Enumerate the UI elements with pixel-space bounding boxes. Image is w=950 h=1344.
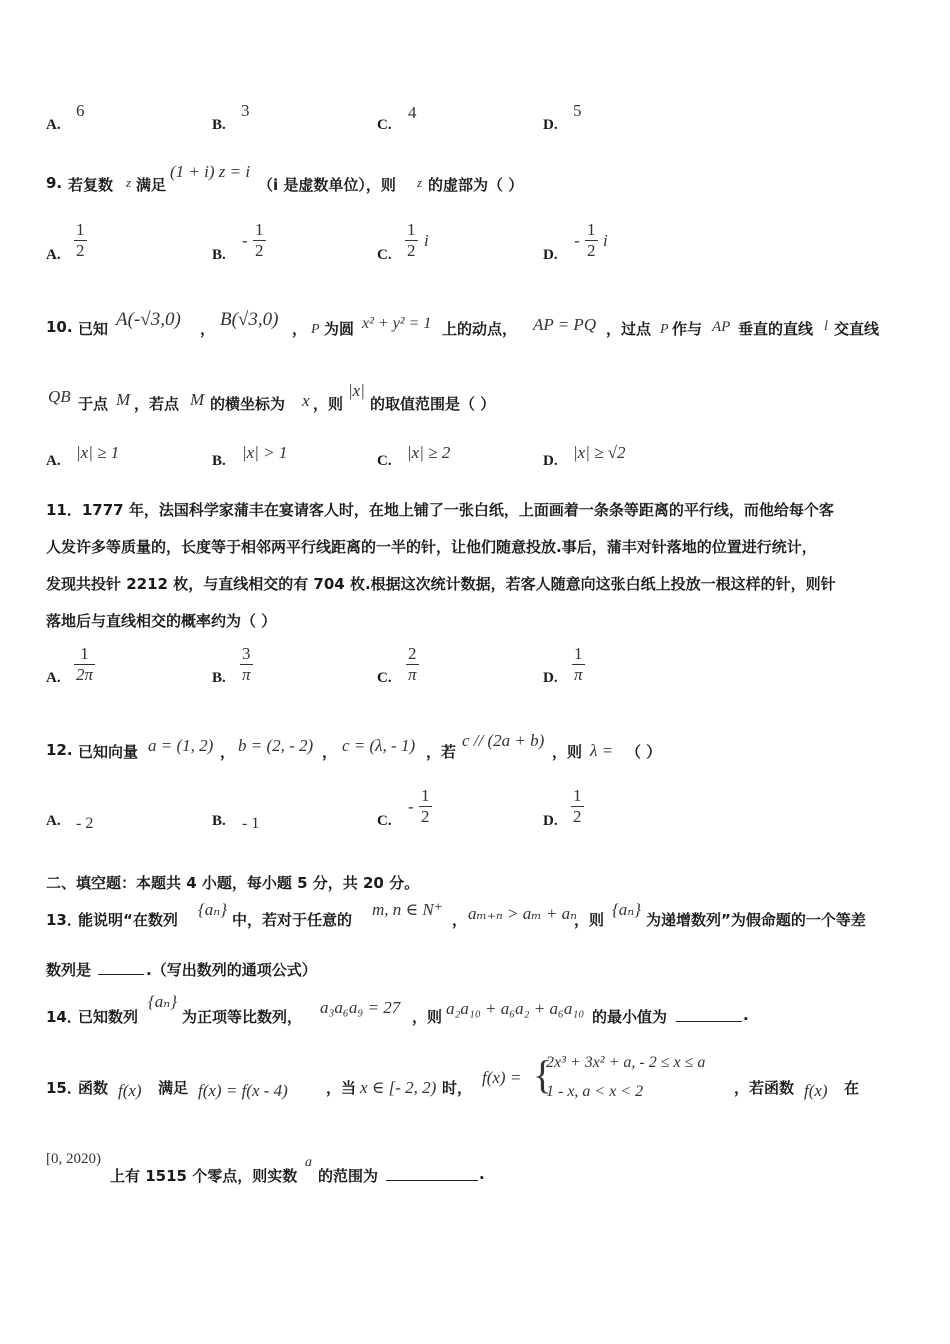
q13-line-2a: 数列是 [46,961,92,979]
q9-option-d-label: D. [543,247,558,263]
q11-option-c-fraction [406,644,419,685]
q9-text-1: 若复数 [68,176,114,194]
q11-line-2: 人发许多等质量的，长度等于相邻两平行线距离的一半的针，让他们随意投放.事后，蒲丰对针落地的位置进行统计， [46,538,817,556]
q10-text-2: 为圆 [324,320,355,338]
q14-answer-blank[interactable] [676,1007,742,1022]
q10-text-7: 交直线 [834,320,880,338]
q12-option-b-value: - 1 [242,815,260,832]
q10-text-11: ，则 [313,395,344,413]
q9-option-a-den: 2 [76,241,85,260]
q8-option-a-value: 6 [76,101,85,120]
q8-option-c-value: 4 [408,103,417,122]
q11-line-3: 发现共投针 2212 枚，与直线相交的有 704 枚.根据这次统计数据，若客人随意向这张白纸上投放一根这样的针，则针 [46,575,836,593]
q13-sequence-an: {aₙ} [198,900,227,919]
q11-option-d-label: D. [543,670,558,686]
q10-comma-2: ， [292,320,308,338]
q15-text-2: 满足 [158,1079,189,1097]
q13-text-3: ，则 [574,911,605,929]
q9-option-d-sign: - [574,231,580,250]
q13-inequality: aₘ₊ₙ > aₘ + aₙ [468,904,578,923]
q10-option-a-value: |x| ≥ 1 [76,443,120,462]
q9-option-b-sign: - [242,231,248,250]
q12-option-c-den: 2 [421,807,430,826]
q15-interval: [0, 2020) [46,1151,101,1167]
q9-text-3: （i 是虚数单位），则 [258,176,396,194]
q9-var-z: z [126,175,132,190]
q10-option-c-label: C. [377,453,392,469]
q11-line-4: 落地后与直线相交的概率约为（ ） [46,612,277,630]
q10-qb: QB [48,387,71,406]
q8-option-d-label: D. [543,117,558,133]
q13-number: 13． [46,911,82,929]
q15-text-5: ，若函数 [734,1079,795,1097]
q9-text-2: 满足 [136,176,167,194]
q13-answer-blank[interactable] [98,960,144,975]
q9-option-b-num: 1 [255,220,264,239]
q12-option-c-label: C. [377,813,392,829]
q10-text-1: 已知 [78,320,109,338]
q10-m-2: M [190,390,205,409]
q14-end: . [743,1006,749,1024]
q15-fx-def: f(x) = [482,1068,522,1087]
q9-option-b-label: B. [212,247,226,263]
q15-text-1: 函数 [78,1079,109,1097]
q8-option-b-label: B. [212,117,226,133]
q12-option-d-label: D. [543,813,558,829]
q9-option-d-den: 2 [587,241,596,260]
q11-option-a-fraction [74,644,95,685]
q15-fx: f(x) [118,1081,142,1100]
q12-comma-2: ， [322,743,338,761]
q12-option-d-num: 1 [573,786,582,805]
q14-text-3: ，则 [412,1008,443,1026]
q10-abs-x: |x| [348,381,365,400]
q10-text-9: ，若点 [134,395,180,413]
q15-end: . [479,1165,485,1183]
q15-text-8: 的范围为 [318,1167,379,1185]
q13-line-2b: .（写出数列的通项公式） [146,961,317,979]
q10-text-4: ，过点 [606,320,652,338]
q9-option-a-label: A. [46,247,61,263]
q15-text-6: 在 [844,1079,860,1097]
q9-number: 9. [46,174,63,192]
q10-ap: AP [712,319,731,335]
q10-x: x [302,391,310,410]
q13-sequence-an-2: {aₙ} [612,900,641,919]
q12-vector-c: c = (λ, - 1) [342,736,416,755]
q15-number: 15． [46,1079,82,1097]
q15-fx-3: f(x) [804,1081,828,1100]
q13-text-2: 中，若对于任意的 [232,911,353,929]
q9-var-z-2: z [417,175,423,190]
q10-point-a: A(-√3,0) [116,309,181,330]
q11-option-d-num: 1 [572,644,585,665]
q12-text-2: ，若 [426,743,457,761]
q9-option-a-num: 1 [76,220,85,239]
q10-option-c-value: |x| ≥ 2 [407,443,451,462]
q9-option-c-label: C. [377,247,392,263]
q10-p: P [311,322,320,337]
q10-option-d-value: |x| ≥ √2 [573,443,626,462]
q10-m: M [116,390,131,409]
q13-text-1: 能说明“在数列 [78,911,178,929]
q10-line-l: l [824,319,828,334]
q10-text-8: 于点 [78,395,109,413]
q10-text-10: 的横坐标为 [210,395,286,413]
q14-text-1: 已知数列 [78,1008,139,1026]
q14-number: 14． [46,1008,82,1026]
q11-option-a-num: 1 [74,644,95,665]
q15-domain: x ∈ [- 2, 2) [360,1078,437,1097]
q12-option-b-label: B. [212,813,226,829]
q9-option-d-suffix: i [603,231,608,250]
q9-option-d-num: 1 [587,220,596,239]
q10-p-2: P [660,322,669,337]
q11-option-b-num: 3 [240,644,253,665]
q12-number: 12. [46,741,73,759]
q11-option-d-den: π [574,665,583,684]
q9-option-b-fraction [253,220,266,261]
q9-text-4: 的虚部为（ ） [428,176,524,194]
q12-option-d-den: 2 [573,807,582,826]
q11-option-b-den: π [242,665,251,684]
q10-number: 10. [46,318,73,336]
q12-option-d-fraction [571,786,584,827]
q9-equation: (1 + i) z = i [170,162,251,181]
q12-vector-b: b = (2, - 2) [238,736,314,755]
q15-var-a: a [305,1155,312,1170]
q11-option-c-num: 2 [406,644,419,665]
q9-option-c-den: 2 [407,241,416,260]
q12-option-c-sign: - [408,797,414,816]
q15-brace-icon: { [533,1052,553,1097]
q9-option-b-den: 2 [255,241,264,260]
q13-mn-set: m, n ∈ N⁺ [372,900,443,919]
q12-option-a-label: A. [46,813,61,829]
q12-condition: c // (2a + b) [462,731,545,750]
q9-option-c-num: 1 [407,220,416,239]
q10-option-a-label: A. [46,453,61,469]
q8-option-a-label: A. [46,117,61,133]
q14-sequence-an: {aₙ} [148,992,177,1011]
section-2-heading: 二、填空题：本题共 4 小题，每小题 5 分，共 20 分。 [46,874,420,892]
q10-equation: AP = PQ [533,315,597,334]
q15-periodicity: f(x) = f(x - 4) [198,1081,288,1100]
q15-case-2: 1 - x, a < x < 2 [546,1083,644,1100]
q9-option-c-suffix: i [424,231,429,250]
q11-option-c-label: C. [377,670,392,686]
q10-circle: x² + y² = 1 [362,315,432,332]
q9-option-c-fraction [405,220,418,261]
q12-lambda: λ = [590,741,614,760]
q9-option-d-fraction [585,220,598,261]
q10-text-5: 作与 [672,320,703,338]
q11-option-b-fraction [240,644,253,685]
q15-case-1: 2x³ + 3x² + a, - 2 ≤ x ≤ a [546,1054,706,1071]
q14-text-4: 的最小值为 [592,1008,668,1026]
q12-option-c-fraction [419,786,432,827]
q11-option-c-den: π [408,665,417,684]
q9-option-a-fraction [74,220,87,261]
q8-option-c-label: C. [377,117,392,133]
q10-option-b-label: B. [212,453,226,469]
q10-text-6: 垂直的直线 [738,320,814,338]
q14-equation: a₃a₆a₉ = 27 [320,998,401,1017]
q11-option-a-den: 2π [76,665,94,684]
q11-option-b-label: B. [212,670,226,686]
q12-text-1: 已知向量 [78,743,139,761]
q12-vector-a: a = (1, 2) [148,736,214,755]
q12-text-4: （ ） [626,743,662,761]
q13-text-4: 为递增数列”为假命题的一个等差 [646,911,866,929]
q12-option-c-num: 1 [421,786,430,805]
q15-text-3: ，当 [326,1079,357,1097]
q15-text-7: 上有 1515 个零点，则实数 [110,1167,298,1185]
q12-comma-1: ， [220,743,236,761]
q10-text-3: 上的动点， [442,320,518,338]
q8-option-d-value: 5 [573,101,582,120]
q10-comma-1: ， [200,320,216,338]
q14-text-2: 为正项等比数列， [182,1008,303,1026]
q15-text-4: 时， [442,1079,473,1097]
q10-text-12: 的取值范围是（ ） [370,395,496,413]
q14-expression: a₂a₁₀ + a₆a₂ + a₆a₁₀ [446,999,585,1018]
q15-answer-blank[interactable] [386,1166,478,1181]
q12-text-3: ，则 [552,743,583,761]
q11-option-a-label: A. [46,670,61,686]
q10-point-b: B(√3,0) [220,309,279,330]
q12-option-a-value: - 2 [76,815,94,832]
q10-option-b-value: |x| > 1 [242,443,288,462]
q8-option-b-value: 3 [241,101,250,120]
q13-comma: ， [452,911,468,929]
q11-line-1: 11．1777 年，法国科学家蒲丰在宴请客人时，在地上铺了一张白纸，上面画着一条条等距离的平行线，而他给每个客 [46,501,834,519]
q11-option-d-fraction [572,644,585,685]
q10-option-d-label: D. [543,453,558,469]
